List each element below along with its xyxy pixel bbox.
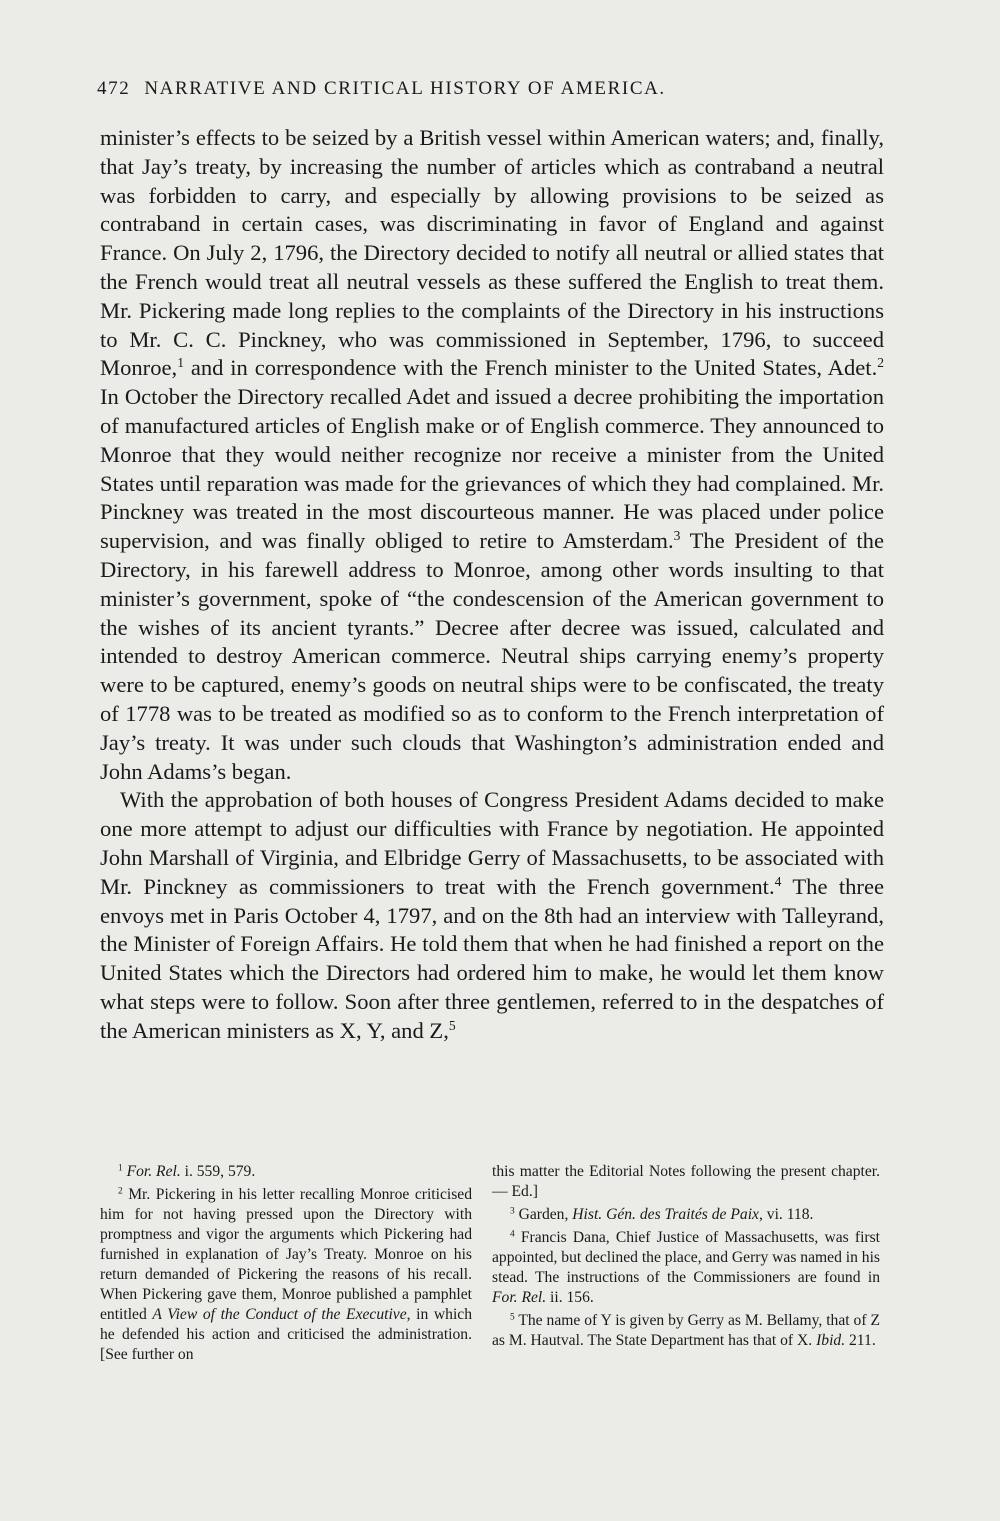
footnote-text: Mr. Pickering in his letter recalling Monroe criticised him for not having pressed upon the Directory with promptness and vigor the arguments which Pickering had furnished in explanation of Jay’s Treaty. Monroe on his return demanded of Pickering the reasons of his recall. When Pickering gave them, Monroe published a pamphlet entitled [100,1186,472,1323]
footnote-number: 2 [118,1186,123,1197]
footnote-text: 211. [845,1332,876,1349]
text-run: minister’s effects to be seized by a British vessel within American waters; and, finally, that Jay’s treaty, by increasing the number of articles which as contraband a neutral was forbidden to carry, and especially by allowing provisions to be seized as contraband in certain cases, was discriminating in favor of England and against France. On July 2, 1796, the Directory decided to notify all neutral or allied states that the French would treat all neutral vessels as these suffered the English to treat them. Mr. Pickering made long replies to the complaints of the Directory in his instructions to Mr. C. C. Pinckney, who was commissioned in September, 1796, to succeed Monroe, [100,125,884,381]
footnote-ref-1: 1 [177,355,184,371]
footnote-text: Francis Dana, Chief Justice of Massachusetts, was first appointed, but declined the place, and Gerry was named in his stead. The instructions of the Commissioners are found in [492,1229,880,1286]
footnote-ref-3: 3 [673,528,681,544]
footnote-ref-4: 4 [774,873,782,889]
footnote-2-continuation: this matter the Editorial Notes following the present chapter. — Ed.] [492,1163,880,1200]
footnote-1 [100,1162,472,1182]
footnote-text: i. 559, 579. [180,1163,256,1180]
footnote-text: ii. 156. [546,1289,594,1306]
footnote-text: , vi. 118. [758,1206,814,1223]
footnote-text: Garden, [514,1206,573,1223]
footnote-number: 4 [510,1229,515,1240]
footnote-ref-5: 5 [448,1017,456,1033]
footnote-text: The name of Y is given by Gerry as M. Bellamy, that of Z as M. Hautval. The State Department has that of X. [492,1312,880,1349]
page-number: 472 [97,78,131,99]
text-run: In October the Directory recalled Adet and issued a decree prohibiting the importation of manufactured articles of English make or of English commerce. They announced to Monroe that they would neither recognize nor receive a minister from the United States until reparation was made for the grievances of which they had complained. Mr. Pinckney was treated in the most discourteous manner. He was placed under police supervision, and was finally obliged to retire to Amsterdam. [100,384,884,554]
text-run: With the approbation of both houses of Congress President Adams decided to make one more attempt to adjust our difficulties with France by negotiation. He appointed John Marshall of Virginia, and Elbridge Gerry of Massachusetts, to be associated with Mr. Pinckney as commissioners to treat with the French government. [100,787,884,899]
text-run: The three envoys met in Paris October 4, 1797, and on the 8th had an interview with Talleyrand, the Minister of Foreign Affairs. He told them that when he had finished a report on the United States which the Directors had ordered him to make, he would let them know what steps were to follow. Soon after three gentlemen, referred to in the despatches of the American ministers as X, Y, and Z, [100,873,885,1043]
page-header [97,78,897,100]
footnote-2 [100,1185,472,1365]
footnote-number: 5 [510,1312,515,1323]
footnotes-right-column [492,1162,880,1354]
main-text [100,124,884,1046]
text-run: and in correspondence with the French minister to the United States, Adet. [183,355,878,381]
running-title: NARRATIVE AND CRITICAL HISTORY OF AMERICA. [144,78,666,99]
citation-italic: Hist. Gén. des Traités de Paix [572,1206,759,1223]
footnote-number: 3 [510,1206,515,1217]
paragraph-2 [100,786,884,1045]
footnote-4 [492,1228,880,1308]
citation-italic: For. Rel. [126,1163,181,1180]
paragraph-1 [100,124,884,786]
footnote-text: , in which he defended his action and criticised the administration. [See further on [100,1306,472,1363]
footnote-ref-2: 2 [877,355,884,371]
footnotes-left-column [100,1162,472,1368]
footnote-3 [492,1205,880,1225]
citation-italic: Ibid. [816,1332,846,1349]
citation-italic: For. Rel. [492,1289,547,1306]
footnote-number: 1 [118,1163,123,1174]
text-run: The President of the Directory, in his farewell address to Monroe, among other words insulting to that minister’s government, spoke of “the condescension of the American government to the wishes of its ancient tyrants.” Decree after decree was issued, calculated and intended to destroy American commerce. Neutral ships carrying enemy’s property were to be captured, enemy’s goods on neutral ships were to be confiscated, the treaty of 1778 was to be treated as modified so as to conform to the French interpretation of Jay’s treaty. It was under such clouds that Washington’s administration ended and John Adams’s began. [100,528,884,784]
footnote-5 [492,1311,880,1351]
citation-italic: A View of the Conduct of the Executive [152,1306,407,1323]
